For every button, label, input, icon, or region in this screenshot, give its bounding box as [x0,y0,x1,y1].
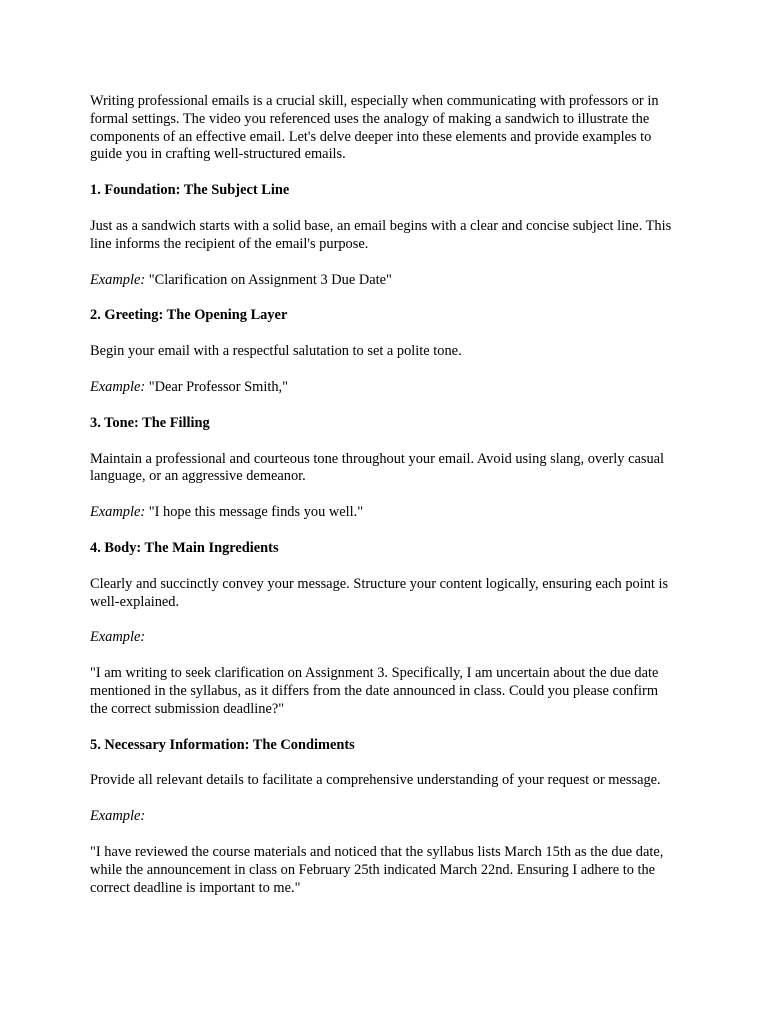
example-label-body [90,629,678,647]
section-body-body: Clearly and succinctly convey your message. Structure your content logically, ensuring each point is well-explained. [90,575,669,610]
document-content [90,93,678,897]
section-body-greeting: Begin your email with a respectful salutation to set a polite tone. [90,343,462,360]
example-label: Example: [90,808,146,825]
example-text: "I hope this message finds you well." [145,504,364,521]
example-text: "Clarification on Assignment 3 Due Date" [145,271,392,288]
example-label: Example: [90,271,146,288]
section-body-necessary-information: Provide all relevant details to facilitate a comprehensive understanding of your request or message. [90,772,661,789]
example-block-necessary-information: "I have reviewed the course materials and noticed that the syllabus lists March 15th as the due date, while the announcement in class on February 25th indicated March 22nd. Ensuring I adhere to the correct deadline is important to me." [90,843,664,896]
example-label-necessary-information [90,808,678,826]
example-label: Example: [90,629,146,646]
example-label: Example: [90,378,146,395]
section-heading-necessary-information: 5. Necessary Information: The Condiments [90,736,355,753]
example-subject-line [90,272,678,290]
example-label: Example: [90,504,146,521]
intro-paragraph: Writing professional emails is a crucial skill, especially when communicating with professors or in formal settings. The video you referenced uses the analogy of making a sandwich to illustrate the components of an effective email. Let's delve deeper into these elements and provide examples to guide you in crafting well-structured emails. [90,93,659,163]
section-heading-body: 4. Body: The Main Ingredients [90,539,279,556]
section-body-tone: Maintain a professional and courteous tone throughout your email. Avoid using slang, overly casual language, or an aggressive demeanor. [90,450,665,485]
example-greeting [90,379,678,397]
example-tone [90,504,678,522]
example-text: "Dear Professor Smith," [145,378,288,395]
section-heading-greeting: 2. Greeting: The Opening Layer [90,307,288,324]
example-block-body: "I am writing to seek clarification on Assignment 3. Specifically, I am uncertain about the due date mentioned in the syllabus, as it differs from the date announced in class. Could you please confirm the correct submission deadline?" [90,665,659,717]
section-body-subject-line: Just as a sandwich starts with a solid base, an email begins with a clear and concise subject line. This line informs the recipient of the email's purpose. [90,217,672,252]
section-heading-tone: 3. Tone: The Filling [90,414,210,431]
section-heading-subject-line: 1. Foundation: The Subject Line [90,182,290,199]
